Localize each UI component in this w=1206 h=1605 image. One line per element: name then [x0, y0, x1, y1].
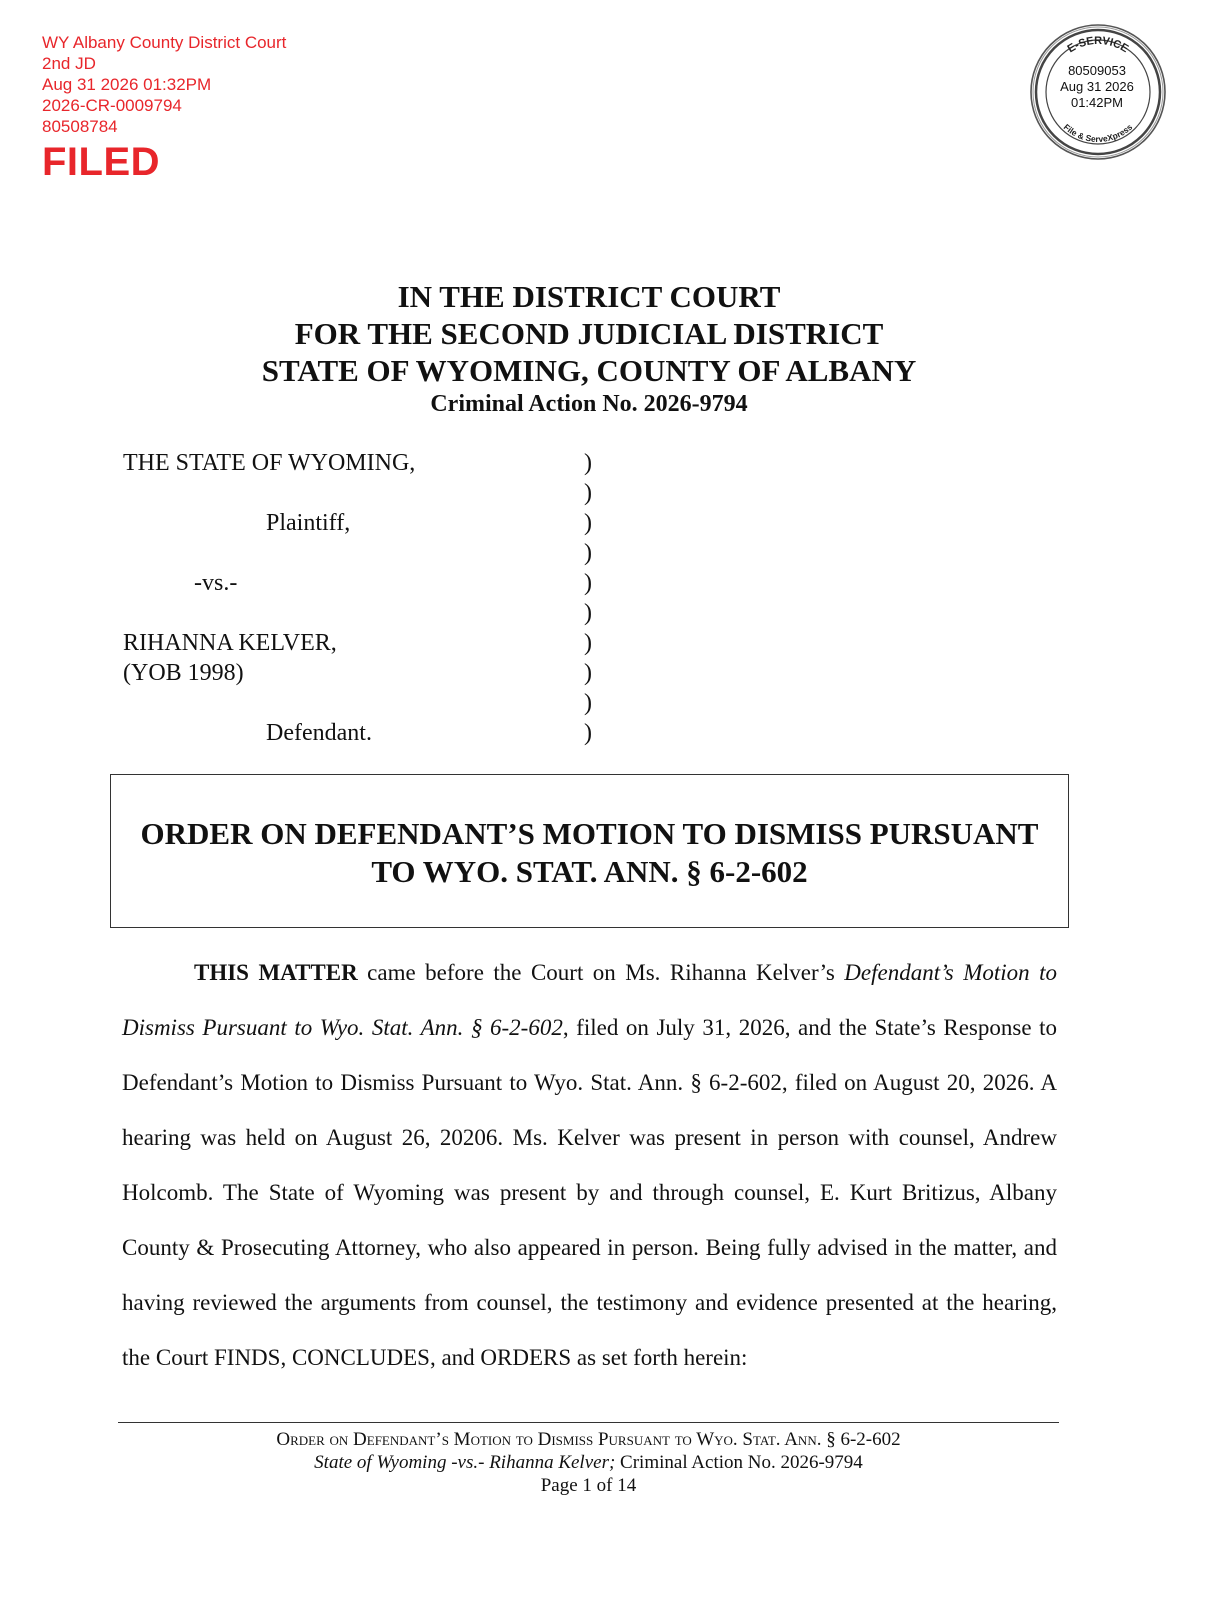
- stamp-filed: FILED: [42, 140, 161, 184]
- caption-paren: ): [584, 630, 592, 656]
- seal-center: [1028, 63, 1166, 111]
- stamp-case-number: 2026-CR-0009794: [42, 96, 182, 115]
- page-footer: [118, 1428, 1059, 1497]
- court-header: [0, 278, 1178, 419]
- body-paragraph: [122, 945, 1057, 1385]
- plaintiff-role: Plaintiff,: [266, 510, 351, 536]
- court-line-3: STATE OF WYOMING, COUNTY OF ALBANY: [261, 353, 917, 388]
- motion-title: Defendant’s Motion to Dismiss Pursuant to Wyo. Stat. Ann. § 6-2-602: [122, 960, 1058, 1040]
- body-text-1: came before the Court on Ms. Rihanna Kelver’s: [357, 960, 845, 985]
- page-number: Page 1 of 14: [540, 1475, 637, 1496]
- caption-paren: ): [584, 660, 592, 686]
- seal-id: 80509053: [1068, 63, 1126, 78]
- caption-paren: ): [584, 480, 592, 506]
- filing-stamp: [42, 32, 286, 185]
- body-text-2: , filed on July 31, 2026, and the State’s Response to Defendant’s Motion to Dismiss Pursuant to Wyo. Stat. Ann. § 6-2-602, filed on August 20, 2026. A hearing was held on August 26, 20206. Ms. Kelver was present in person with counsel, Andrew Holcomb. The State of Wyoming was present by and through counsel, E. Kurt Britizus, Albany County & Prosecuting Attorney, who also appeared in person. Being fully advised in the matter, and having reviewed the arguments from counsel, the testimony and evidence presented at the hearing, the Court FINDS, CONCLUDES, and ORDERS as set forth herein:: [122, 1015, 1057, 1370]
- footer-caption-italic: State of Wyoming -vs.- Rihanna Kelver;: [314, 1452, 616, 1473]
- stamp-court: WY Albany County District Court: [42, 33, 287, 52]
- seal-time: 01:42PM: [1070, 95, 1124, 110]
- court-line-1: IN THE DISTRICT COURT: [397, 279, 781, 314]
- stamp-district: 2nd JD: [42, 54, 96, 73]
- order-title-box: [110, 774, 1069, 928]
- versus: -vs.-: [194, 570, 238, 596]
- order-title: [111, 815, 1068, 891]
- footer-caption: [118, 1451, 1059, 1474]
- defendant-role: Defendant.: [266, 720, 372, 746]
- caption-paren: ): [584, 510, 592, 536]
- order-title-line-1: ORDER ON DEFENDANT’S MOTION TO DISMISS PURSUANT: [140, 816, 1039, 851]
- seal-date: Aug 31 2026: [1060, 79, 1134, 94]
- caption-paren: ): [584, 720, 592, 746]
- order-title-line-2: TO WYO. STAT. ANN. § 6-2-602: [371, 854, 808, 889]
- footer-divider: [118, 1422, 1059, 1423]
- caption-paren: ): [584, 540, 592, 566]
- stamp-envelope: 80508784: [42, 117, 118, 136]
- body-lead: THIS MATTER: [194, 960, 358, 985]
- seal-ring-top: E-SERVICE: [1065, 35, 1131, 56]
- footer-caption-rest: Criminal Action No. 2026-9794: [615, 1452, 863, 1473]
- caption-paren: ): [584, 600, 592, 626]
- footer-title: Order on Defendant’s Motion to Dismiss Pursuant to Wyo. Stat. Ann. § 6-2-602: [276, 1429, 901, 1450]
- caption-paren: ): [584, 570, 592, 596]
- plaintiff-name: THE STATE OF WYOMING,: [123, 450, 416, 476]
- court-line-2: FOR THE SECOND JUDICIAL DISTRICT: [294, 316, 884, 351]
- caption-paren: ): [584, 450, 592, 476]
- caption-paren: ): [584, 690, 592, 716]
- defendant-yob: (YOB 1998): [123, 660, 244, 686]
- seal-ring-bottom: File & ServeXpress: [1061, 121, 1135, 145]
- stamp-datetime: Aug 31 2026 01:32PM: [42, 75, 212, 94]
- criminal-action-number: Criminal Action No. 2026-9794: [430, 391, 748, 417]
- defendant-name: RIHANNA KELVER,: [123, 630, 337, 656]
